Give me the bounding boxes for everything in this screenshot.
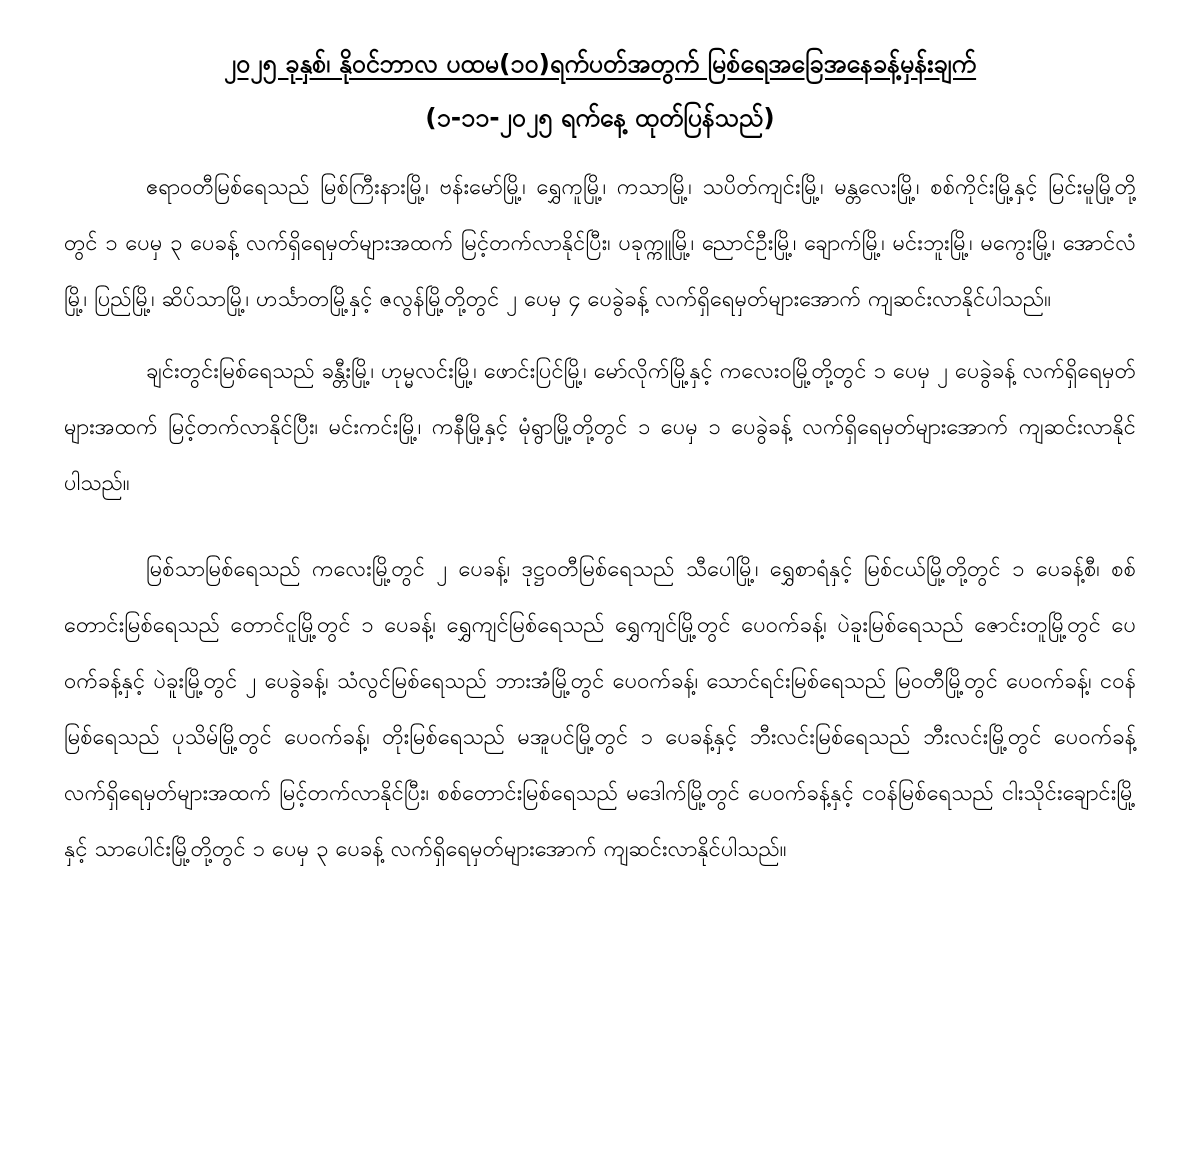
paragraph-chindwin: ချင်းတွင်းမြစ်ရေသည် ခန္တီးမြို့၊ ဟုမ္မလင်းမြို့၊ ဖောင်းပြင်မြို့၊ မော်လိုက်မြို့နှင့် ကလေးဝမြို့တို့တွင် ၁ ပေမှ ၂ ပေခွဲခန့် လက်ရှိရေမှတ်များအထက် မြင့်တက်လာနိုင်ပြီး၊ မင်းကင်းမြို့၊ ကနီမြို့နှင့် မုံရွာမြို့တို့တွင် ၁ ပေမှ ၁ ပေခွဲခန့် လက်ရှိရေမှတ်များအောက် ကျဆင်းလာနိုင်ပါသည်။ bbox=[64, 359, 1137, 496]
paragraph-ayeyarwady: ဧရာဝတီမြစ်ရေသည် မြစ်ကြီးနားမြို့၊ ဗန်းမော်မြို့၊ ရွှေကူမြို့၊ ကသာမြို့၊ သပိတ်ကျင်းမြို့၊ မန္တလေးမြို့၊ စစ်ကိုင်းမြို့နှင့် မြင်းမူမြို့တို့တွင် ၁ ပေမှ ၃ ပေခန့် လက်ရှိရေမှတ်များအထက် မြင့်တက်လာနိုင်ပြီး၊ ပခုက္ကူမြို့၊ ညောင်ဦးမြို့၊ ချောက်မြို့၊ မင်းဘူးမြို့၊ မကွေးမြို့၊ အောင်လံမြို့၊ ပြည်မြို့၊ ဆိပ်သာမြို့၊ ဟင်္သာတမြို့နှင့် ဇလွန်မြို့တို့တွင် ၂ ပေမှ ၄ ပေခွဲခန့် လက်ရှိရေမှတ်များအောက် ကျဆင်းလာနိုင်ပါသည်။ bbox=[64, 175, 1136, 312]
document-title: ၂၀၂၅ ခုနှစ်၊ နိုဝင်ဘာလ ပထမ(၁၀)ရက်ပတ်အတွက် မြစ်ရေအခြေအနေခန့်မှန်းချက် bbox=[223, 49, 977, 78]
document-subtitle: (၁-၁၁-၂၀၂၅ ရက်နေ့ ထုတ်ပြန်သည်) bbox=[425, 103, 775, 132]
paragraph-other-rivers: မြစ်သာမြစ်ရေသည် ကလေးမြို့တွင် ၂ ပေခန့်၊ ဒုဋ္ဌဝတီမြစ်ရေသည် သီပေါမြို့၊ ရွှေစာရံနှင့် မြစ်ငယ်မြို့တို့တွင် ၁ ပေခန့်စီ၊ စစ်တောင်းမြစ်ရေသည် တောင်ငူမြို့တွင် ၁ ပေခန့်၊ ရွှေကျင်မြစ်ရေသည် ရွှေကျင်မြို့တွင် ပေဝက်ခန့်၊ ပဲခူးမြစ်ရေသည် ဇောင်းတူမြို့တွင် ပေဝက်ခန့်နှင့် ပဲခူးမြို့တွင် ၂ ပေခွဲခန့်၊ သံလွင်မြစ်ရေသည် ဘားအံမြို့တွင် ပေဝက်ခန့်၊ သောင်ရင်းမြစ်ရေသည် မြဝတီမြို့တွင် ပေဝက်ခန့်၊ ငဝန်မြစ်ရေသည် ပုသိမ်မြို့တွင် ပေဝက်ခန့်၊ တိုးမြစ်ရေသည် မအူပင်မြို့တွင် ၁ ပေခန့်နှင့် ဘီးလင်းမြစ်ရေသည် ဘီးလင်းမြို့တွင် ပေဝက်ခန့် လက်ရှိရေမှတ်များအထက် မြင့်တက်လာနိုင်ပြီး၊ စစ်တောင်းမြစ်ရေသည် မဒေါက်မြို့တွင် ပေဝက်ခန့်နှင့် ငဝန်မြစ်ရေသည် ငါးသိုင်းချောင်းမြို့နှင့် သာပေါင်းမြို့တို့တွင် ၁ ပေမှ ၃ ပေခန့် လက်ရှိရေမှတ်များအောက် ကျဆင်းလာနိုင်ပါသည်။ bbox=[64, 557, 1136, 862]
